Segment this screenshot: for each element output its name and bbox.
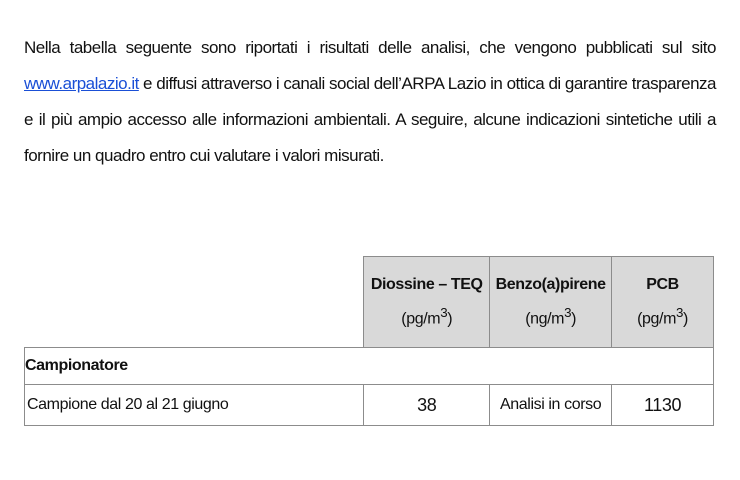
- header-benzo-unit: $(ng/m^3)$: [525, 304, 577, 328]
- section-label: Campionatore: [25, 348, 714, 385]
- paragraph-line-2-text: e diffusi attraverso i canali social dell’ARPA Lazio in ottica di garantire trasparenza: [138, 74, 716, 93]
- header-dioxin: [364, 257, 490, 348]
- intro-paragraph: [24, 30, 716, 174]
- cell-benzo: Analisi in corso: [490, 385, 612, 426]
- paragraph-line-2: [24, 66, 716, 102]
- header-pcb-unit: $(pg/m^3)$: [637, 304, 688, 328]
- section-row-campionatore: [25, 348, 714, 385]
- header-pcb: [612, 257, 714, 348]
- results-table: [24, 256, 714, 426]
- arpa-lazio-link[interactable]: www.arpalazio.it: [24, 74, 139, 93]
- table-row: [25, 385, 714, 426]
- cell-dioxin: 38: [364, 385, 490, 426]
- header-benzo: [490, 257, 612, 348]
- paragraph-line-3: e il più ampio accesso alle informazioni ambientali. A seguire, alcune indicazioni sintetiche utili a: [24, 110, 716, 129]
- header-pcb-label: PCB: [646, 275, 679, 293]
- header-empty-cell: [25, 257, 364, 348]
- row-label: Campione dal 20 al 21 giugno: [25, 385, 364, 426]
- table-header-row: [25, 257, 714, 348]
- cell-pcb: 1130: [612, 385, 714, 426]
- header-dioxin-unit: $(pg/m^3)$: [401, 304, 453, 328]
- header-dioxin-label: Diossine – TEQ: [370, 275, 483, 293]
- paragraph-line-4: fornire un quadro entro cui valutare i valori misurati.: [24, 146, 384, 165]
- paragraph-line-1: Nella tabella seguente sono riportati i risultati delle analisi, che vengono pubblicati sul sito: [24, 38, 716, 57]
- header-benzo-label: Benzo(a)pirene: [495, 275, 606, 293]
